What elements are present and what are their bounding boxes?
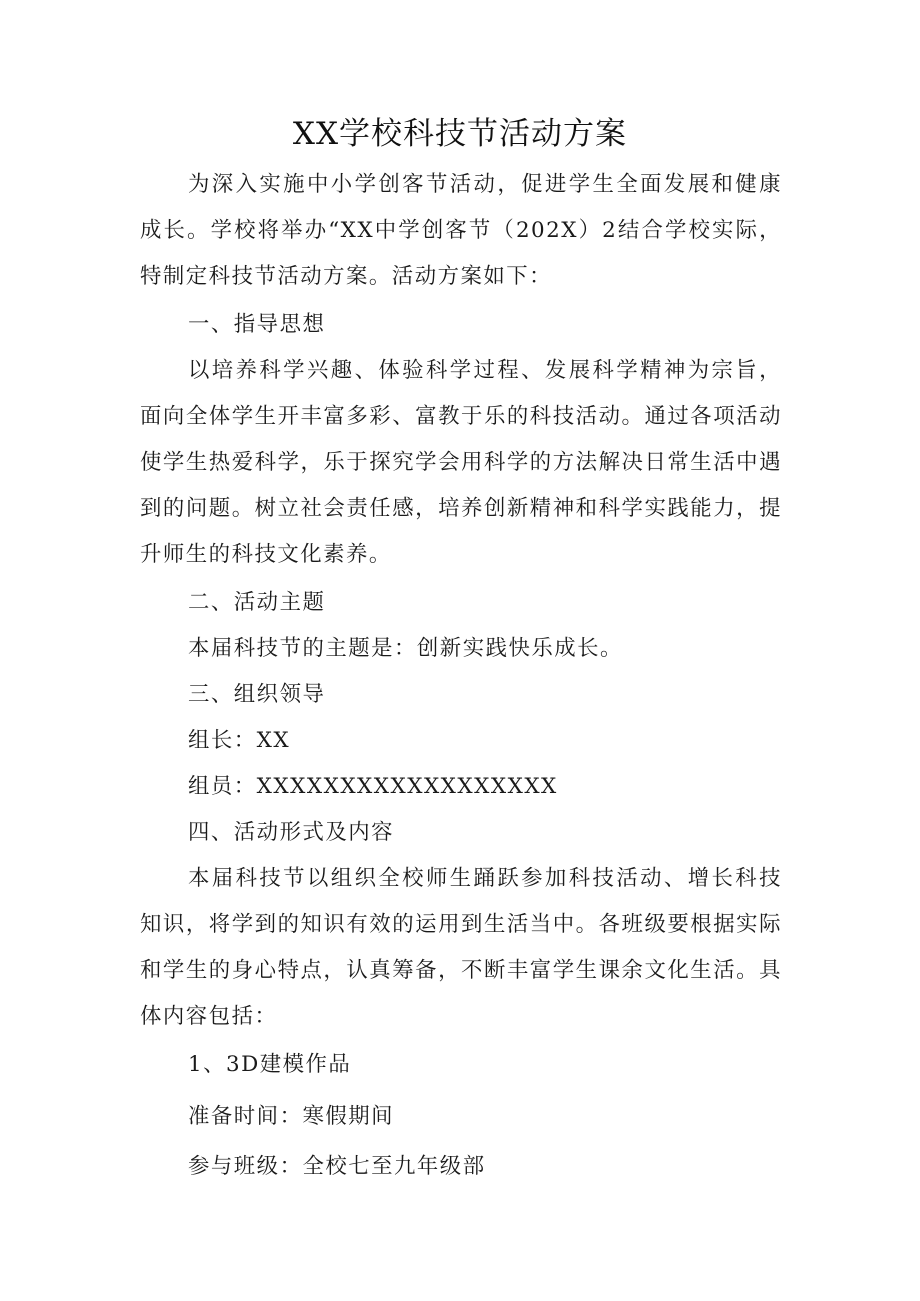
- item-heading-3d-modeling: 1、3D建模作品: [188, 1052, 352, 1077]
- section-heading-activity-theme: 二、活动主题: [188, 590, 326, 615]
- item-participating-classes: 参与班级：全校七至九年级部: [188, 1154, 486, 1179]
- leader-line: 组长：XX: [188, 728, 291, 753]
- document-title: XX学校科技节活动方案: [292, 116, 628, 152]
- section-heading-guiding-ideology: 一、指导思想: [188, 312, 326, 337]
- guiding-ideology-paragraph: 以培养科学兴趣、体验科学过程、发展科学精神为宗旨，面向全体学生开丰富多彩、富教于乐的科技活动。通过各项活动使学生热爱科学，乐于探究学会用科学的方法解决日常生活中遇到的问题。树立社会责任感，培养创新精神和科学实践能力，提升师生的科技文化素养。: [140, 358, 782, 567]
- intro-paragraph: 为深入实施中小学创客节活动，促进学生全面发展和健康成长。学校将举办“XX中学创客节（202X）2结合学校实际，特制定科技节活动方案。活动方案如下：: [140, 172, 782, 289]
- item-prep-time: 准备时间：寒假期间: [188, 1104, 395, 1129]
- activity-form-paragraph: 本届科技节以组织全校师生踊跃参加科技活动、增长科技知识，将学到的知识有效的运用到生活当中。各班级要根据实际和学生的身心特点，认真筹备，不断丰富学生课余文化生活。具体内容包括：: [140, 866, 782, 1029]
- section-heading-activity-form: 四、活动形式及内容: [188, 820, 395, 845]
- activity-theme-text: 本届科技节的主题是：创新实践快乐成长。: [188, 636, 623, 661]
- section-heading-organization: 三、组织领导: [188, 682, 326, 707]
- members-line: 组员：XXXXXXXXXXXXXXXXXX: [188, 774, 558, 799]
